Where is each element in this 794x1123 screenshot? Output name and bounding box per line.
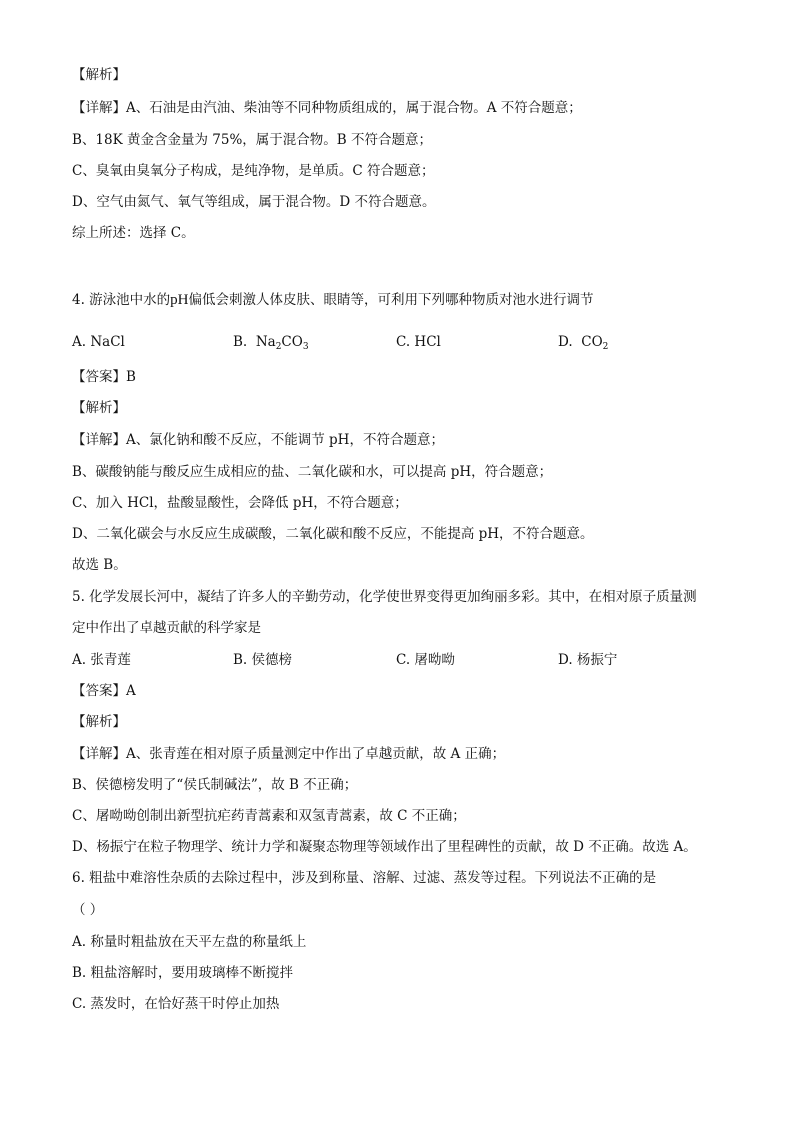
formula-part: CO xyxy=(281,334,303,350)
formula-part: Na xyxy=(255,334,276,350)
option-a: A. NaCl xyxy=(72,334,125,350)
analysis-line: D、杨振宁在粒子物理学、统计力学和凝聚态物理等领域作出了里程碑性的贡献，故 D 不正确。故选 A。 xyxy=(72,839,697,855)
option-c: C. 屠呦呦 xyxy=(396,652,455,668)
conclusion-line: 故选 B。 xyxy=(72,557,127,573)
option-label: B. xyxy=(233,334,248,350)
analysis-line: C、屠呦呦创制出新型抗疟药青蒿素和双氢青蒿素，故 C 不正确； xyxy=(72,808,466,824)
analysis-line: C、臭氧由臭氧分子构成，是纯净物，是单质。C 符合题意； xyxy=(72,163,435,179)
option-b: B. 粗盐溶解时，要用玻璃棒不断搅拌 xyxy=(72,965,294,981)
option-c: C. 蒸发时，在恰好蒸干时停止加热 xyxy=(72,996,280,1012)
analysis-heading: 【解析】 xyxy=(72,400,126,416)
option-a: A. 张青莲 xyxy=(72,652,131,668)
ph-symbol: pH xyxy=(170,292,189,308)
analysis-line: B、侯德榜发明了“侯氏制碱法”，故 B 不正确； xyxy=(72,777,358,793)
question-6-bracket: （ ） xyxy=(72,902,104,918)
conclusion-line: 综上所述：选择 C。 xyxy=(72,225,195,241)
analysis-line: 【详解】A、石油是由汽油、柴油等不同种物质组成的，属于混合物。A 不符合题意； xyxy=(72,100,582,116)
question-6-stem: 6. 粗盐中难溶性杂质的去除过程中，涉及到称量、溶解、过滤、蒸发等过程。下列说法不正确的是 xyxy=(72,870,657,886)
option-c: C. HCl xyxy=(396,334,441,350)
analysis-line: 【详解】A、张青莲在相对原子质量测定中作出了卓越贡献，故 A 正确； xyxy=(72,746,506,762)
answer-line: 【答案】B xyxy=(72,369,136,385)
analysis-line: B、碳酸钠能与酸反应生成相应的盐、二氧化碳和水，可以提高 pH，符合题意； xyxy=(72,464,553,480)
stem-text: 偏低会刺激人体皮肤、眼睛等，可利用下列哪种物质对池水进行调节 xyxy=(188,292,594,308)
option-d: D. 杨振宁 xyxy=(558,652,618,668)
option-a: A. 称量时粗盐放在天平左盘的称量纸上 xyxy=(72,934,307,950)
formula-subscript: 2 xyxy=(275,342,282,352)
question-5-stem: 5. 化学发展长河中，凝结了许多人的辛勤劳动，化学使世界变得更加绚丽多彩。其中，在相对原子质量测 xyxy=(72,589,697,605)
analysis-line: D、空气由氮气、氧气等组成，属于混合物。D 不符合题意。 xyxy=(72,194,436,210)
option-b: B. 侯德榜 xyxy=(233,652,293,668)
analysis-heading: 【解析】 xyxy=(72,714,126,730)
analysis-heading: 【解析】 xyxy=(72,67,126,83)
formula-part: CO xyxy=(581,334,603,350)
question-4-stem xyxy=(72,290,594,310)
analysis-line: B、18K 黄金含金量为 75%，属于混合物。B 不符合题意； xyxy=(72,132,432,148)
option-b xyxy=(233,332,309,357)
analysis-line: C、加入 HCl，盐酸显酸性，会降低 pH，不符合题意； xyxy=(72,495,408,511)
formula-subscript: 3 xyxy=(302,342,309,352)
answer-line: 【答案】A xyxy=(72,683,136,699)
analysis-line: D、二氧化碳会与水反应生成碳酸，二氧化碳和酸不反应，不能提高 pH，不符合题意。 xyxy=(72,526,594,542)
question-5-stem: 定中作出了卓越贡献的科学家是 xyxy=(72,620,261,636)
option-label: D. xyxy=(558,334,573,350)
formula-subscript: 2 xyxy=(602,342,609,352)
option-d xyxy=(558,332,608,357)
analysis-line: 【详解】A、氯化钠和酸不反应，不能调节 pH，不符合题意； xyxy=(72,432,444,448)
stem-text: 4. 游泳池中水的 xyxy=(72,292,171,308)
